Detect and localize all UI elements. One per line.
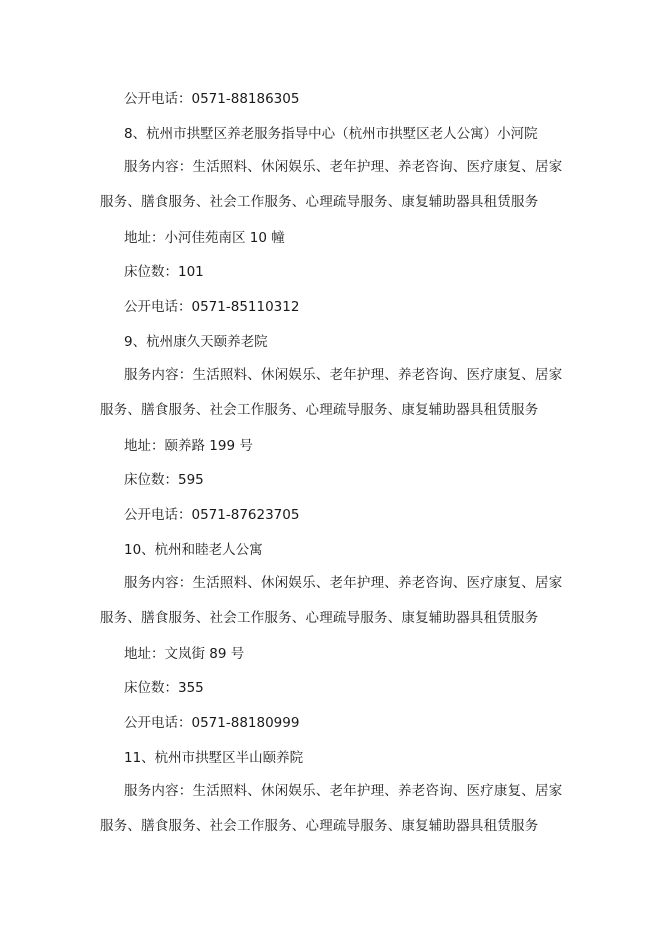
institution-title-11: 11、杭州市拱墅区半山颐养院 [124, 750, 304, 766]
services-paragraph-8: 服务内容：生活照料、休闲娱乐、老年护理、养老咨询、医疗康复、居家服务、膳食服务、社会工作服务、心理疏导服务、康复辅助器具租赁服务 [100, 159, 563, 210]
beds-line-8: 床位数：101 [124, 264, 204, 280]
phone-line-7: 公开电话：0571-88186305 [124, 91, 300, 107]
address-line-8: 地址：小河佳苑南区 10 幢 [124, 230, 285, 246]
phone-line-8: 公开电话：0571-85110312 [124, 299, 300, 315]
address-line-9: 地址：颐养路 199 号 [124, 438, 253, 454]
beds-line-9: 床位数：595 [124, 472, 204, 488]
phone-line-10: 公开电话：0571-88180999 [124, 715, 300, 731]
services-paragraph-9: 服务内容：生活照料、休闲娱乐、老年护理、养老咨询、医疗康复、居家服务、膳食服务、社会工作服务、心理疏导服务、康复辅助器具租赁服务 [100, 367, 563, 418]
phone-line-9: 公开电话：0571-87623705 [124, 507, 300, 523]
institution-title-10: 10、杭州和睦老人公寓 [124, 542, 263, 558]
institution-title-9: 9、杭州康久天颐养老院 [124, 334, 268, 350]
institution-title-8: 8、杭州市拱墅区养老服务指导中心（杭州市拱墅区老人公寓）小河院 [124, 126, 538, 142]
address-line-10: 地址：文岚街 89 号 [124, 646, 245, 662]
services-paragraph-11: 服务内容：生活照料、休闲娱乐、老年护理、养老咨询、医疗康复、居家服务、膳食服务、社会工作服务、心理疏导服务、康复辅助器具租赁服务 [100, 783, 563, 834]
beds-line-10: 床位数：355 [124, 680, 204, 696]
services-paragraph-10: 服务内容：生活照料、休闲娱乐、老年护理、养老咨询、医疗康复、居家服务、膳食服务、社会工作服务、心理疏导服务、康复辅助器具租赁服务 [100, 575, 563, 626]
